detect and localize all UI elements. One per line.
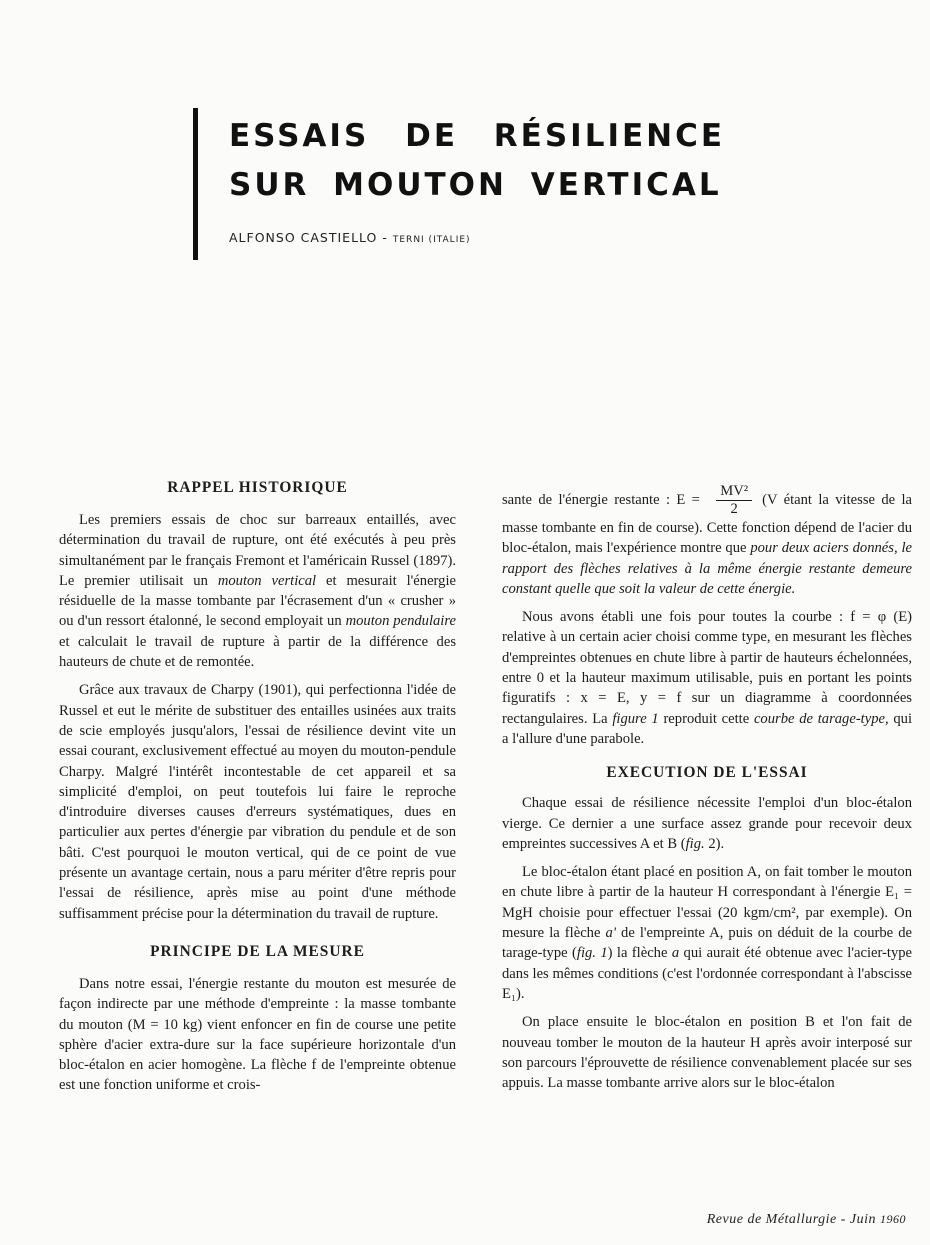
paragraph-principe-2: Nous avons établi une fois pour toutes la courbe : f = φ (E) relative à un certain acier choisi comme type, en mesurant les flèches d'empreintes obtenues en chute libre à partir de hauteurs échelonnées, entre 0 et la hauteur maximum utilisable, puis en portant les points figuratifs : x = E, y = f sur un diagramme à coordonnées rectangulaires. La figure 1 reproduit cette courbe de tarage-type, qui a l'allure d'une parabole. [502,609,913,747]
journal-name: Revue de Métallurgie - Juin [706,1212,880,1227]
paragraph-principe-continued: sante de l'énergie restante : E = $\frac{\text{MV²}}{2}$ (V étant la vitesse de la masse tombante en fin de course). Cette fonction dépend de l'acier du bloc-étalon, mais l'expérience montre que pour deux aciers donnés, le rapport des flèches relatives à la même énergie restante demeure constant quelle que soit la valeur de cette énergie. [502,483,912,597]
author-line [229,230,471,245]
section-heading-principe-mesure: PRINCIPE DE LA MESURE [150,942,365,960]
journal-footer [707,1212,906,1228]
section-heading-rappel-historique: RAPPEL HISTORIQUE [167,479,348,496]
section-heading-execution-essai: EXECUTION DE L'ESSAI [606,764,808,782]
title-line-1: ESSAIS DE RÉSILIENCE [229,118,726,154]
left-column [59,478,456,1104]
paragraph-execution-3: On place ensuite le bloc-étalon en position B et l'on fait de nouveau tomber le mouton de la hauteur H après avoir interposé sur son parcours l'éprouvette de résilience convenablement placée sur ses appuis. La masse tombante arrive alors sur le bloc-étalon [502,1014,912,1092]
energy-formula-fraction: $\frac{\text{MV²}}{2}$ [716,483,752,518]
title-accent-bar [193,108,198,260]
author-name: ALFONSO CASTIELLO [229,230,378,245]
article-title [229,112,869,210]
paragraph-execution-1: Chaque essai de résilience nécessite l'emploi d'un bloc-étalon vierge. Ce dernier a une surface assez grande pour recevoir deux empreintes successives A et B (fig. 2). [502,795,912,852]
author-separator: - [377,230,393,245]
journal-year: 1960 [880,1212,906,1226]
paragraph-historique-1: Les premiers essais de choc sur barreaux entaillés, avec détermination du travail de rupture, ont été exécutés à peu près simultanément par le français Fremont et l'américain Russel (1897). Le premier utilisait un mouton vertical et mesurait l'énergie résiduelle de la masse tombante par l'écrasement d'un « crusher » ou d'un ressort étalonné, le second employait un mouton pendulaire et calculait le travail de rupture à partir de la différence des hauteurs de chute et de remontée. [59,512,456,671]
title-line-2: SUR MOUTON VERTICAL [229,167,722,203]
paragraph-historique-2: Grâce aux travaux de Charpy (1901), qui perfectionna l'idée de Russel et eut le mérite de substituer des entailles usinées aux traits de scie employés jusqu'alors, l'essai de résilience devint vite un essai courant, exclusivement effectué au moyen du mouton-pendule Charpy. Malgré l'intérêt incontestable de cet appareil et sa simplicité d'emploi, on peut toutefois lui faire le reproche d'introduire diverses causes d'erreurs systématiques, dues en particulier aux pertes d'énergie par vibration du pendule et de son bâti. C'est pourquoi le mouton vertical, qui de ce point de vue présente un avantage certain, nous a paru mériter d'être repris pour l'essai de résilience, après mise au point d'une méthode suffisamment précise pour la détermination du travail de rupture. [59,682,456,922]
paragraph-principe-1: Dans notre essai, l'énergie restante du mouton est mesurée de façon indirecte par une méthode d'empreinte : la masse tombante du mouton (M = 10 kg) vient enfoncer en fin de course une petite sphère d'acier extra-dure sur la face supérieure horizontale d'un bloc-étalon en acier homogène. La flèche f de l'empreinte obtenue est une fonction uniforme et crois- [59,975,456,1094]
author-location: TERNI (ITALIE) [392,235,471,245]
paragraph-execution-2: Le bloc-étalon étant placé en position A, on fait tomber le mouton en chute libre à partir de la hauteur H correspondant à l'énergie E₁ = MgH choisie pour effectuer l'essai (20 kgm/cm², par exemple). On mesure la flèche a' de l'empreinte A, puis on déduit de la courbe de tarage-type (fig. 1) la flèche a qui aurait été obtenue avec l'acier-type dans les mêmes conditions (c'est l'ordonnée correspondant à l'abscisse E₁). [502,864,913,1002]
right-column [502,483,912,1101]
